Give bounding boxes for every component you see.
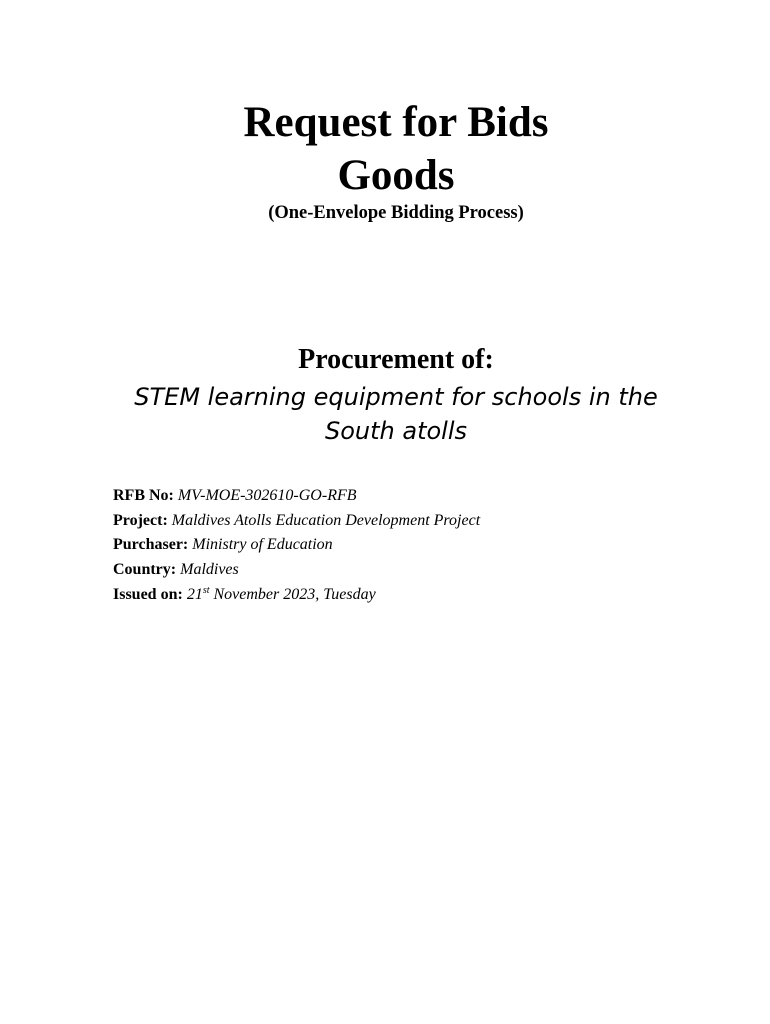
- procurement-subject: STEM learning equipment for schools in the South atolls: [134, 383, 658, 445]
- purchaser-value: Ministry of Education: [192, 536, 333, 554]
- detail-row-country: [113, 558, 673, 583]
- document-subtitle: (One-Envelope Bidding Process): [268, 203, 524, 223]
- detail-row-issued: [113, 583, 673, 608]
- country-value: Maldives: [180, 561, 239, 579]
- document-title-line1: Request for Bids: [243, 99, 549, 146]
- project-label: Project:: [113, 511, 168, 529]
- country-label: Country:: [113, 561, 177, 579]
- purchaser-label: Purchaser:: [113, 536, 189, 554]
- rfb-label: RFB No:: [113, 487, 174, 504]
- issued-value: [187, 586, 376, 603]
- detail-row-purchaser: [113, 533, 673, 558]
- issued-date-rest: November 2023, Tuesday: [213, 585, 376, 603]
- issued-label: Issued on:: [113, 585, 183, 603]
- detail-row-rfb: [113, 484, 673, 509]
- detail-row-project: [113, 509, 673, 534]
- rfb-value: MV-MOE-302610-GO-RFB: [177, 487, 357, 504]
- procurement-heading: Procurement of:: [298, 344, 494, 375]
- issued-day: 21: [186, 585, 203, 603]
- project-value: Maldives Atolls Education Development Project: [171, 511, 481, 529]
- document-details: [113, 484, 673, 608]
- issued-ordinal: st: [202, 584, 210, 596]
- document-title-line2: Goods: [337, 152, 455, 199]
